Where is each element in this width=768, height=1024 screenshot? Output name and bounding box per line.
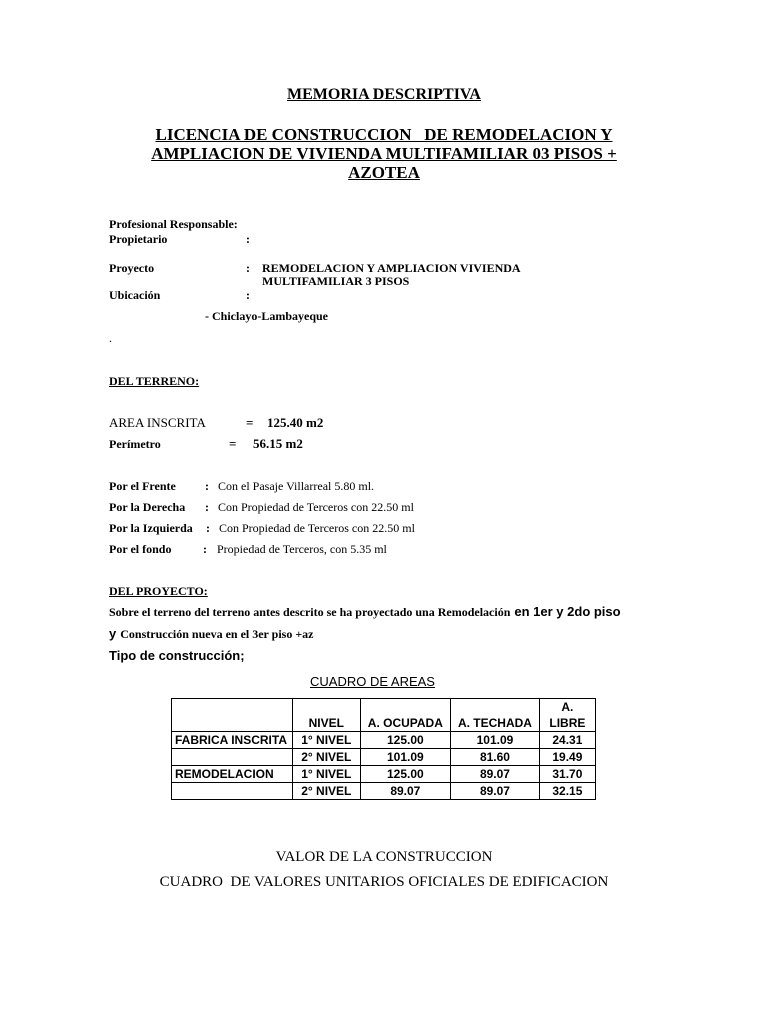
valor-subheading: CUADRO DE VALORES UNITARIOS OFICIALES DE EDIFICACION bbox=[159, 874, 609, 890]
table-cell: 89.07 bbox=[360, 783, 451, 800]
table-cell: 32.15 bbox=[539, 783, 595, 800]
ubicacion-colon: : bbox=[246, 288, 250, 302]
propietario-label: Propietario bbox=[109, 232, 168, 246]
header-libre-line-1: A. bbox=[561, 700, 574, 714]
perimetro-label: Perímetro bbox=[109, 437, 161, 451]
ubicacion-label: Ubicación bbox=[109, 288, 161, 302]
table-cell: 31.70 bbox=[539, 766, 595, 783]
valor-heading: VALOR DE LA CONSTRUCCION bbox=[275, 849, 493, 865]
terreno-heading: DEL TERRENO: bbox=[109, 374, 200, 388]
lindero-label: Por la Derecha bbox=[109, 500, 186, 514]
tipo-construccion: Tipo de construcción; bbox=[109, 648, 245, 663]
table-cell: 1° NIVEL bbox=[293, 732, 360, 749]
proyecto-value-1: REMODELACION Y AMPLIACION VIVIENDA bbox=[262, 261, 521, 275]
lindero-colon: : bbox=[205, 479, 209, 493]
proyecto-label: Proyecto bbox=[109, 261, 155, 275]
lindero-colon: : bbox=[203, 542, 207, 556]
lindero-label: Por el Frente bbox=[109, 479, 176, 493]
table-cell: 2° NIVEL bbox=[293, 783, 360, 800]
proyecto-paragraph-line-1 bbox=[109, 603, 621, 621]
lindero-value: Con el Pasaje Villarreal 5.80 ml. bbox=[218, 479, 375, 493]
table-cell: 1° NIVEL bbox=[293, 766, 360, 783]
proyecto-paragraph-line-2 bbox=[109, 625, 314, 643]
lindero-label: Por la Izquierda bbox=[109, 521, 193, 535]
table-cell: 2° NIVEL bbox=[293, 749, 360, 766]
subtitle-line-1: LICENCIA DE CONSTRUCCION DE REMODELACION Y bbox=[155, 125, 613, 144]
header-cell-libre bbox=[539, 699, 595, 732]
header-libre-line-2: LIBRE bbox=[549, 716, 586, 730]
area-value: 125.40 m2 bbox=[267, 415, 324, 430]
proyecto-text-1b: en 1er y 2do piso bbox=[514, 604, 621, 619]
header-cell bbox=[172, 699, 293, 732]
cuadro-title: CUADRO DE AREAS bbox=[310, 674, 435, 689]
perimetro-eq: = bbox=[229, 436, 237, 451]
table-cell: 81.60 bbox=[451, 749, 540, 766]
proyecto-heading: DEL PROYECTO: bbox=[109, 584, 208, 598]
areas-table bbox=[171, 698, 596, 800]
table-cell: 19.49 bbox=[539, 749, 595, 766]
location-text: - Chiclayo-Lambayeque bbox=[205, 309, 328, 323]
subtitle-line-2: AMPLIACION DE VIVIENDA MULTIFAMILIAR 03 PISOS + bbox=[151, 144, 617, 163]
table-cell: 101.09 bbox=[451, 732, 540, 749]
table-cell: 125.00 bbox=[360, 732, 451, 749]
proyecto-text-2a: y bbox=[109, 626, 117, 641]
document-title: MEMORIA DESCRIPTIVA bbox=[287, 86, 481, 103]
perimetro-value: 56.15 m2 bbox=[253, 436, 303, 451]
header-cell-techada: A. TECHADA bbox=[451, 699, 540, 732]
table-row bbox=[172, 766, 596, 783]
table-cell: 24.31 bbox=[539, 732, 595, 749]
lindero-colon: : bbox=[205, 500, 209, 514]
table-cell: 89.07 bbox=[451, 766, 540, 783]
table-cell bbox=[172, 783, 293, 800]
stray-dot: . bbox=[109, 331, 112, 345]
table-cell: REMODELACION bbox=[172, 766, 293, 783]
header-cell-nivel: NIVEL bbox=[293, 699, 360, 732]
proyecto-value-2: MULTIFAMILIAR 3 PISOS bbox=[262, 274, 410, 288]
table-cell: 89.07 bbox=[451, 783, 540, 800]
area-eq: = bbox=[246, 415, 254, 430]
table-row bbox=[172, 732, 596, 749]
table-cell: 101.09 bbox=[360, 749, 451, 766]
lindero-value: Con Propiedad de Terceros con 22.50 ml bbox=[219, 521, 415, 535]
proyecto-text-1a: Sobre el terreno del terreno antes descrito se ha proyectado una Remodelación bbox=[109, 605, 511, 619]
table-row bbox=[172, 749, 596, 766]
proyecto-text-2b: Construcción nueva en el 3er piso +az bbox=[120, 627, 314, 641]
table-cell bbox=[172, 749, 293, 766]
profesional-label: Profesional Responsable: bbox=[109, 217, 238, 231]
table-cell: 125.00 bbox=[360, 766, 451, 783]
lindero-value: Propiedad de Terceros, con 5.35 ml bbox=[217, 542, 387, 556]
lindero-value: Con Propiedad de Terceros con 22.50 ml bbox=[218, 500, 414, 514]
document-subtitle bbox=[0, 125, 768, 182]
proyecto-colon: : bbox=[246, 261, 250, 275]
lindero-colon: : bbox=[206, 521, 210, 535]
area-label: AREA INSCRITA bbox=[109, 415, 206, 430]
propietario-colon: : bbox=[246, 232, 250, 246]
table-cell: FABRICA INSCRITA bbox=[172, 732, 293, 749]
lindero-label: Por el fondo bbox=[109, 542, 172, 556]
table-header-row bbox=[172, 699, 596, 732]
subtitle-line-3: AZOTEA bbox=[348, 163, 420, 182]
table-row bbox=[172, 783, 596, 800]
header-cell-ocupada: A. OCUPADA bbox=[360, 699, 451, 732]
